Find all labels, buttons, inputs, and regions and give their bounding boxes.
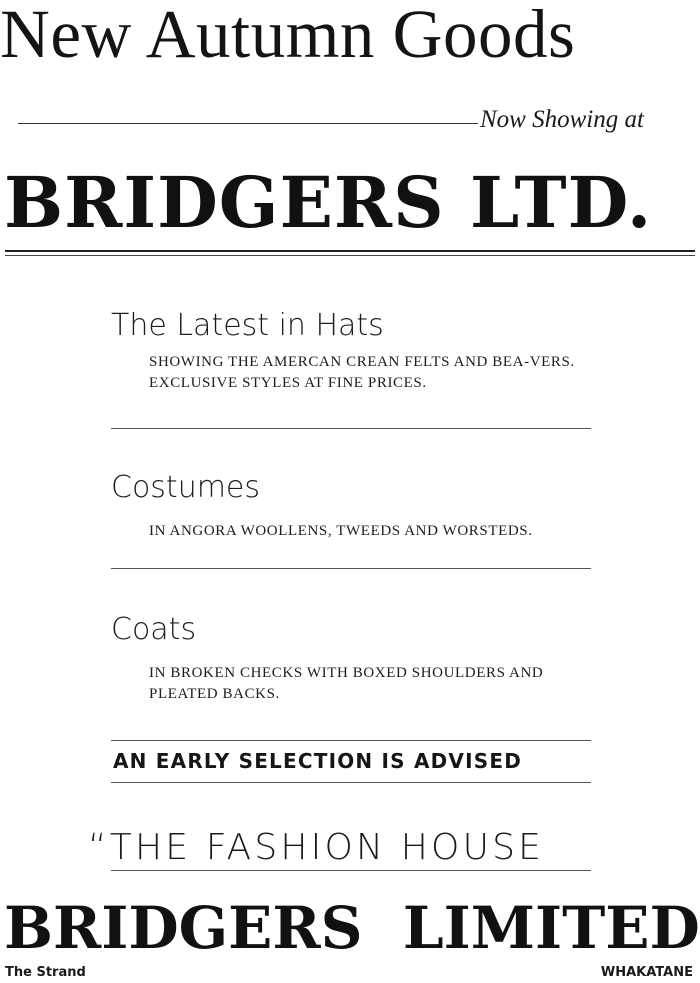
- tagline-underline: [111, 870, 591, 871]
- section-body-coats: IN BROKEN CHECKS WITH BOXED SHOULDERS AND PLEATED BACKS.: [149, 665, 544, 702]
- section-body-hats: SHOWING THE AMERCAN CREAN FELTS AND BEA-VERS. EXCLUSIVE STYLES AT FINE PRICES.: [149, 354, 575, 391]
- footer-town: WHAKATANE: [600, 965, 693, 980]
- section-divider: [111, 568, 591, 569]
- headline: New Autumn Goods: [0, 0, 576, 72]
- now-showing-text: Now Showing at: [480, 106, 644, 133]
- footer-street: The Strand: [5, 965, 86, 980]
- section-title-hats: The Latest in Hats: [111, 308, 384, 343]
- notice-rule-top: [111, 740, 591, 741]
- section-title-coats: Coats: [111, 612, 197, 647]
- section-divider: [111, 428, 591, 429]
- tagline: “THE FASHION HOUSE: [88, 827, 545, 868]
- top-rule: [18, 123, 478, 124]
- notice-text: AN EARLY SELECTION IS ADVISED: [113, 749, 523, 773]
- footer-store-name: BRIDGERS LIMITED: [4, 894, 700, 962]
- section-title-costumes: Costumes: [111, 470, 261, 505]
- store-name-heading: BRIDGERS LTD.: [4, 161, 653, 244]
- section-body-costumes: IN ANGORA WOOLLENS, TWEEDS AND WORSTEDS.: [149, 523, 533, 539]
- double-rule: [5, 250, 695, 256]
- notice-rule-bottom: [111, 782, 591, 783]
